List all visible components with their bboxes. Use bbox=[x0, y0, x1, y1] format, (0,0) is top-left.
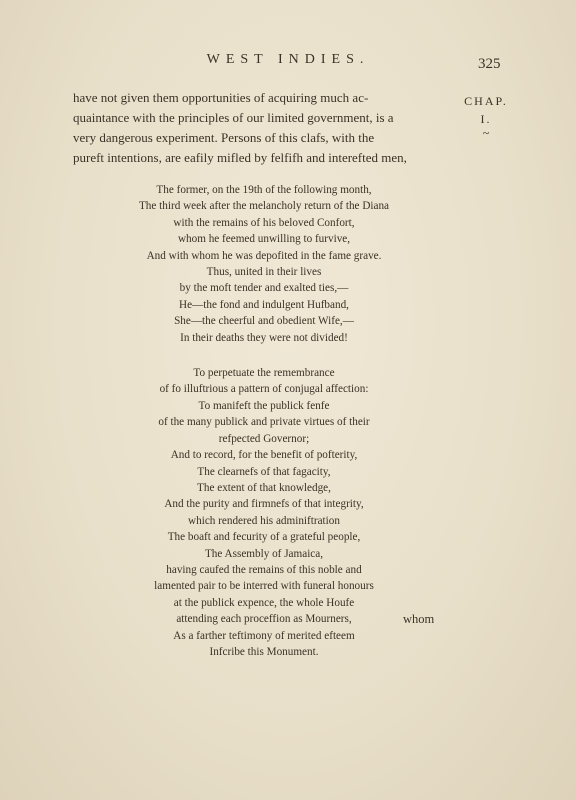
inscription-line: having caufed the remains of this noble and bbox=[166, 563, 362, 576]
inscription-line: The clearnefs of that fagacity, bbox=[197, 465, 331, 478]
inscription-line: To manifeft the publick fenfe bbox=[198, 399, 330, 412]
body-line: pureft intentions, are eafily mifled by felfifh and interefted men, bbox=[73, 150, 407, 165]
inscription-line: To perpetuate the remembrance bbox=[193, 367, 335, 380]
inscription-line: And the purity and firmnefs of that integrity, bbox=[164, 498, 364, 511]
inscription-line: She—the cheerful and obedient Wife,— bbox=[174, 315, 354, 328]
inscription-line: The third week after the melancholy return of the Diana bbox=[138, 200, 390, 213]
inscription-line: The extent of that knowledge, bbox=[197, 481, 331, 494]
inscription-line: The former, on the 19th of the following month, bbox=[156, 184, 372, 196]
body-line: have not given them opportunities of acquiring much ac- bbox=[73, 90, 369, 105]
inscription-line: The boaft and fecurity of a grateful people, bbox=[167, 531, 361, 544]
inscription-line: by the moft tender and exalted ties,— bbox=[179, 282, 349, 295]
body-line: quaintance with the principles of our limited government, is a bbox=[73, 110, 394, 125]
stanza-gap bbox=[76, 346, 452, 365]
monument-inscription bbox=[76, 182, 452, 660]
inscription-line: The Assembly of Jamaica, bbox=[204, 547, 324, 560]
chapter-label: CHAP. bbox=[464, 94, 508, 108]
inscription-line: As a farther teftimony of merited efteem bbox=[173, 629, 355, 642]
inscription-line: He—the fond and indulgent Hufband, bbox=[179, 298, 349, 311]
inscription-line: at the publick expence, the whole Houfe bbox=[173, 596, 355, 609]
inscription-line: attending each proceffion as Mourners, bbox=[176, 613, 352, 626]
chapter-margin-note bbox=[453, 92, 519, 138]
inscription-line: which rendered his adminiftration bbox=[188, 514, 340, 527]
inscription-line: lamented pair to be interred with funeral honours bbox=[154, 580, 374, 593]
page-number: 325 bbox=[478, 56, 501, 72]
inscription-line: And to record, for the benefit of pofterity, bbox=[170, 449, 358, 462]
inscription-line: whom he feemed unwilling to furvive, bbox=[177, 233, 351, 246]
chapter-number: I. bbox=[480, 112, 492, 126]
inscription-line: In their deaths they were not divided! bbox=[180, 331, 348, 344]
inscription-line: refpected Governor; bbox=[218, 432, 310, 445]
inscription-line: Thus, united in their lives bbox=[206, 266, 322, 279]
inscription-line: Infcribe this Monument. bbox=[209, 645, 319, 658]
inscription-line: of fo illuftrious a pattern of conjugal affection: bbox=[159, 383, 369, 396]
body-line: very dangerous experiment. Persons of this clafs, with the bbox=[73, 130, 375, 145]
body-paragraph bbox=[73, 88, 443, 168]
brace-ornament: ~ bbox=[482, 126, 490, 140]
running-head: WEST INDIES. bbox=[206, 52, 370, 67]
inscription-line: And with whom he was depofited in the fame grave. bbox=[146, 249, 382, 262]
inscription-line: of the many publick and private virtues of their bbox=[158, 416, 370, 429]
catchword: whom bbox=[403, 612, 435, 626]
inscription-line: with the remains of his beloved Confort, bbox=[173, 216, 355, 229]
